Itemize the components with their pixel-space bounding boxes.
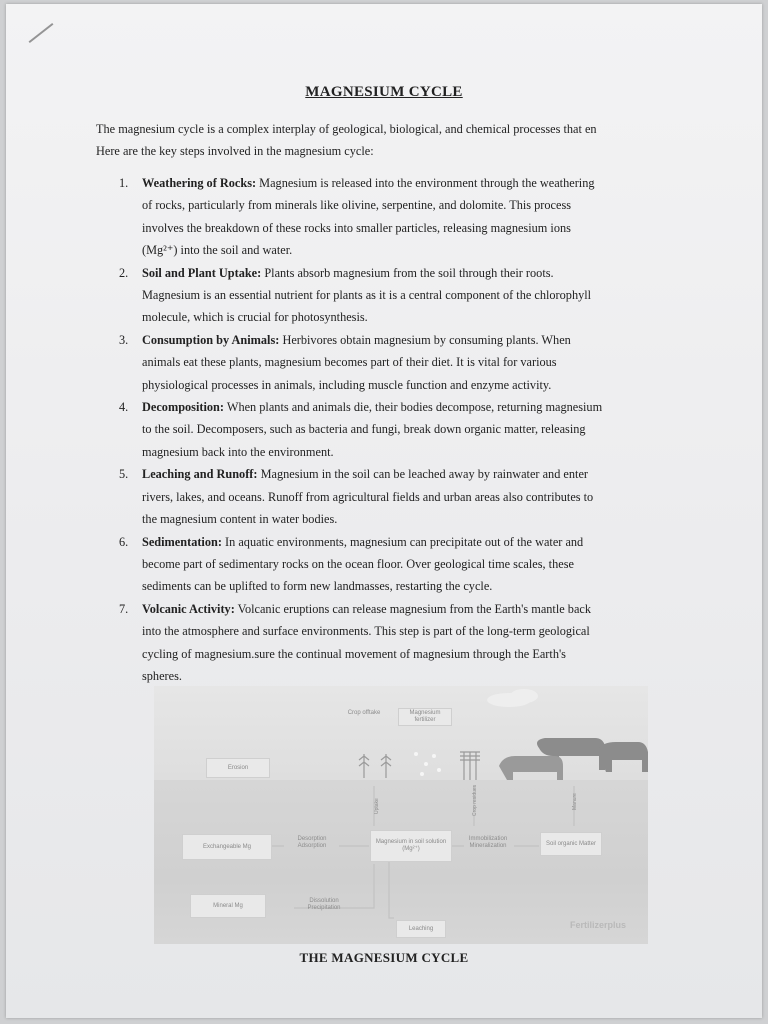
step-text: When plants and animals die, their bodies decompose, returning magnesium (226, 400, 603, 415)
dissolution-precipitation-label: Dissolution Precipitation (307, 898, 341, 911)
step-text: Magnesium in the soil can be leached away by rainwater and enter (260, 467, 589, 482)
step-text: become part of sedimentary rocks on the ocean floor. Over geological time scales, these (142, 556, 574, 571)
crop-plants-icon (359, 754, 391, 778)
step-text: Herbivores obtain magnesium by consuming plants. When (282, 332, 571, 347)
step-text: spheres. (142, 668, 182, 683)
step-text: In aquatic environments, magnesium can precipitate out of the water and (225, 534, 584, 549)
step-number: 4. (119, 400, 129, 415)
step-item (115, 329, 670, 396)
fertilizerplus-logo: Fertilizerplus (569, 920, 626, 930)
step-item (115, 396, 670, 463)
step-number: 6. (119, 534, 129, 549)
intro-paragraph (96, 118, 696, 162)
step-heading: Sedimentation: (142, 534, 222, 549)
intro-line: The magnesium cycle is a complex interplay of geological, biological, and chemical processes that en (96, 122, 597, 136)
step-item (115, 598, 670, 688)
magnesium-cycle-diagram (154, 686, 648, 944)
desorption-adsorption-label: Desorption Adsorption (297, 836, 327, 849)
step-number: 7. (119, 601, 129, 616)
cattle-icon (499, 738, 648, 780)
erosion-box: Erosion (206, 758, 270, 778)
steps-list (115, 172, 670, 687)
step-heading: Soil and Plant Uptake: (142, 265, 262, 280)
step-text: Magnesium is an essential nutrient for plants as it is a central component of the chlorophyll (142, 288, 592, 303)
uptake-label: Uptake (374, 798, 380, 814)
intro-line: Here are the key steps involved in the magnesium cycle: (96, 144, 374, 158)
step-number: 1. (119, 176, 129, 190)
step-item (115, 172, 670, 262)
step-text: Plants absorb magnesium from the soil through their roots. (264, 265, 554, 280)
step-text: involves the breakdown of these rocks into smaller particles, releasing magnesium ions (142, 220, 571, 235)
step-number: 3. (119, 332, 129, 347)
mineral-mg-box: Mineral Mg (190, 894, 266, 918)
step-text: physiological processes in animals, including muscle function and enzyme activity. (142, 377, 552, 392)
step-text: (Mg²⁺) into the soil and water. (142, 243, 293, 258)
step-heading: Decomposition: (142, 400, 224, 415)
document-title: MAGNESIUM CYCLE (305, 84, 463, 100)
step-number: 2. (119, 265, 129, 280)
exchangeable-mg-box: Exchangeable Mg (182, 834, 272, 860)
mg-soil-solution-box: Magnesium in soil solution (Mg²⁺) (370, 830, 452, 862)
soil-organic-matter-box: Soil organic Matter (540, 832, 602, 856)
step-text: Magnesium is released into the environment through the weathering (259, 176, 595, 190)
manure-label: Manure (572, 793, 578, 810)
step-text: animals eat these plants, magnesium becomes part of their diet. It is vital for various (142, 355, 557, 370)
step-text: magnesium back into the environment. (142, 444, 334, 459)
fertilizer-granules-icon (414, 752, 441, 776)
step-text: sediments can be uplifted to form new landmasses, restarting the cycle. (142, 579, 493, 594)
pen-mark (29, 23, 54, 43)
step-item (115, 463, 670, 530)
step-heading: Leaching and Runoff: (142, 467, 258, 482)
tree-icon (460, 752, 480, 780)
crop-offtake-label: Crop offtake (347, 710, 381, 716)
step-text: of rocks, particularly from minerals like olivine, serpentine, and dolomite. This process (142, 198, 572, 213)
step-text: the magnesium content in water bodies. (142, 512, 338, 527)
step-text: into the atmosphere and surface environments. This step is part of the long-term geological (142, 624, 590, 639)
cloud-icon (487, 689, 538, 707)
mg-fertilizer-box: Magnesium fertilizer (398, 708, 452, 726)
crop-residues-label: Crop residues (472, 784, 478, 816)
step-heading: Weathering of Rocks: (142, 176, 257, 190)
immobilization-label: Immobilization Mineralization (468, 836, 508, 849)
step-text: molecule, which is crucial for photosynthesis. (142, 310, 368, 325)
step-text: to the soil. Decomposers, such as bacteria and fungi, break down organic matter, releasing (142, 422, 586, 437)
leaching-box: Leaching (396, 920, 446, 938)
step-number: 5. (119, 467, 129, 482)
step-heading: Consumption by Animals: (142, 332, 280, 347)
step-text: rivers, lakes, and oceans. Runoff from agricultural fields and urban areas also contributes to (142, 489, 594, 504)
step-text: cycling of magnesium.sure the continual movement of magnesium through the Earth's (142, 646, 566, 661)
step-item (115, 531, 670, 598)
step-text: Volcanic eruptions can release magnesium from the Earth's mantle back (237, 601, 592, 616)
step-item (115, 262, 670, 329)
step-heading: Volcanic Activity: (142, 601, 235, 616)
figure-caption: THE MAGNESIUM CYCLE (299, 950, 469, 965)
